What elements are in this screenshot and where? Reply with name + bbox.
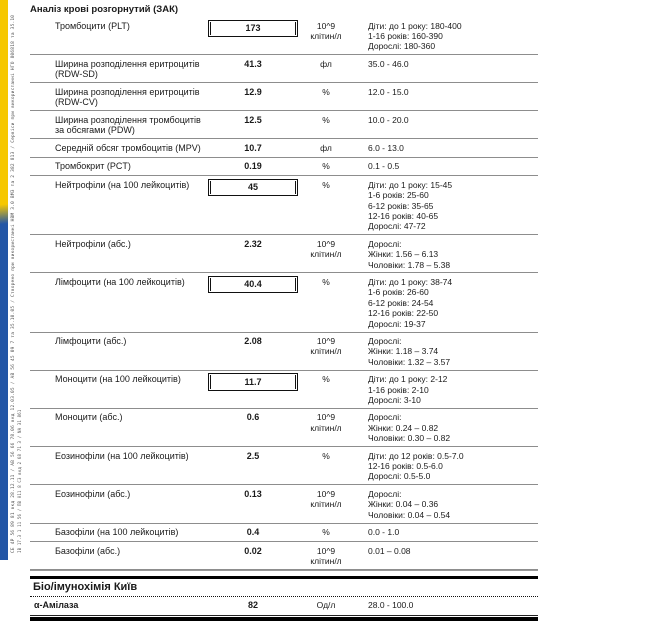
reference-line: 0.1 - 0.5 xyxy=(368,161,400,172)
unit-line: клітин/л xyxy=(310,249,342,260)
parameter-name: Середній обсяг тромбоцитів (MPV) xyxy=(55,142,201,153)
reference-range xyxy=(354,19,538,52)
section-title: Аналіз крові розгорнутий (ЗАК) xyxy=(30,4,179,15)
result-value-box xyxy=(208,20,298,38)
unit-line: % xyxy=(322,161,330,172)
reference-line: Дорослі: 19-37 xyxy=(368,318,426,329)
result-value-box xyxy=(208,373,298,391)
sidebar-vertical-text: СЕ 4Р 56 89 81 вкд 28.12.11 / АВ 56 66 78.06 вкд 12.03.05 / АВ 56 45 09 7 та 35.10.05 / Створено при використанні НВМ 3.0 ВМЗ та 2 382 813 / Сервіси при використанні НГО 806818 та 35.10 xyxy=(11,14,16,553)
unit xyxy=(298,487,354,510)
result-value: 2.32 xyxy=(244,238,262,249)
section xyxy=(30,570,538,621)
result-value-box xyxy=(208,86,298,99)
unit xyxy=(298,57,354,69)
reference-range xyxy=(354,487,538,520)
result-value-cell xyxy=(208,372,298,391)
reference-line: Дорослі: 47-72 xyxy=(368,221,426,232)
parameter-name: Лімфоцити (на 100 лейкоцитів) xyxy=(55,276,185,287)
reference-line: 28.0 - 100.0 xyxy=(368,600,414,611)
reference-line: Діти: до 1 року: 38-74 xyxy=(368,276,453,287)
reference-line: Жінки: 1.18 – 3.74 xyxy=(368,346,439,357)
unit xyxy=(298,141,354,153)
unit xyxy=(298,334,354,357)
unit xyxy=(298,525,354,537)
unit xyxy=(298,544,354,567)
unit xyxy=(298,410,354,433)
reference-line: Діти: до 1 року: 15-45 xyxy=(368,179,453,190)
lab-result-row xyxy=(30,524,538,543)
reference-line: 35.0 - 46.0 xyxy=(368,58,409,69)
result-value: 0.13 xyxy=(244,488,262,499)
result-value-cell xyxy=(208,487,298,501)
result-value: 0.6 xyxy=(246,412,260,423)
lab-result-row xyxy=(30,176,538,235)
lab-result-row xyxy=(30,447,538,485)
reference-line: 1-6 років: 25-60 xyxy=(368,190,429,201)
rows xyxy=(30,17,538,570)
reference-line: 0.0 - 1.0 xyxy=(368,527,400,538)
reference-line: Чоловіки: 1.78 – 5.38 xyxy=(368,259,451,270)
reference-line: Діти: до 12 років: 0.5-7.0 xyxy=(368,450,464,461)
lab-result-row xyxy=(30,542,538,570)
unit-line: фл xyxy=(320,58,332,69)
section xyxy=(30,2,538,570)
unit xyxy=(298,449,354,461)
lab-result-row xyxy=(30,409,538,447)
reference-line: Чоловіки: 0.30 – 0.82 xyxy=(368,433,451,444)
unit xyxy=(298,159,354,171)
parameter-name: Еозинофіли (абс.) xyxy=(55,488,131,499)
reference-line: 0.01 – 0.08 xyxy=(368,545,411,556)
result-value-cell xyxy=(208,525,298,539)
reference-line: 12.0 - 15.0 xyxy=(368,86,409,97)
result-value-cell xyxy=(208,85,298,99)
unit-line: % xyxy=(322,276,330,287)
unit xyxy=(298,372,354,384)
result-value: 173 xyxy=(210,22,296,36)
reference-line: Дорослі: xyxy=(368,336,402,346)
lab-result-row xyxy=(30,597,538,615)
reference-range xyxy=(354,159,538,171)
reference-range xyxy=(354,275,538,329)
reference-line: Жінки: 0.04 – 0.36 xyxy=(368,499,439,510)
reference-line: Чоловіки: 1.32 – 3.57 xyxy=(368,356,451,367)
reference-range xyxy=(354,410,538,443)
unit-line: клітин/л xyxy=(310,30,342,41)
unit-line: 10^9 xyxy=(316,488,336,499)
result-value-cell xyxy=(208,544,298,558)
reference-range xyxy=(354,237,538,270)
parameter-name: Моноцити (на 100 лейкоцитів) xyxy=(55,374,181,385)
unit-line: фл xyxy=(320,142,332,153)
reference-line: 1-6 років: 26-60 xyxy=(368,287,429,298)
result-value-box xyxy=(208,335,298,348)
reference-line: Дорослі: 0.5-5.0 xyxy=(368,471,431,482)
reference-line: Дорослі: xyxy=(368,488,402,499)
result-value-box xyxy=(208,179,298,197)
lab-result-row xyxy=(30,371,538,409)
lab-result-row xyxy=(30,235,538,273)
result-value-box xyxy=(208,114,298,127)
result-value-box xyxy=(208,450,298,463)
parameter-name: Еозинофіли (на 100 лейкоцитів) xyxy=(55,450,189,461)
reference-range xyxy=(354,113,538,125)
result-value-cell xyxy=(208,19,298,38)
lab-result-row xyxy=(30,111,538,139)
unit xyxy=(298,113,354,125)
result-value-box xyxy=(208,599,298,612)
reference-range xyxy=(354,525,538,537)
reference-line: 6-12 років: 35-65 xyxy=(368,200,434,211)
lab-result-row xyxy=(30,333,538,371)
reference-line: Діти: до 1 року: 180-400 xyxy=(368,20,462,31)
reference-line: 1-16 років: 160-390 xyxy=(368,30,443,41)
result-value-cell xyxy=(208,57,298,71)
unit-line: Од/л xyxy=(316,600,336,611)
lab-result-row xyxy=(30,55,538,83)
unit-line: 10^9 xyxy=(316,20,336,31)
parameter-name: Тромбоцити (PLT) xyxy=(55,20,130,31)
result-value: 0.02 xyxy=(244,545,262,556)
unit-line: % xyxy=(322,114,330,125)
reference-line: Чоловіки: 0.04 – 0.54 xyxy=(368,509,451,520)
result-value-cell xyxy=(208,334,298,348)
result-value-cell xyxy=(208,449,298,463)
reference-line: 12-16 років: 22-50 xyxy=(368,308,439,319)
reference-range xyxy=(354,57,538,69)
parameter-name: Ширина розподілення еритроцитів (RDW-CV) xyxy=(55,86,200,108)
result-value-box xyxy=(208,142,298,155)
bottom-heavy-rule xyxy=(30,615,538,621)
reference-line: Жінки: 0.24 – 0.82 xyxy=(368,422,439,433)
result-value: 45 xyxy=(210,181,296,195)
result-value: 12.5 xyxy=(244,114,262,125)
unit-line: клітин/л xyxy=(310,346,342,357)
unit-line: 10^9 xyxy=(316,545,336,556)
parameter-name: Ширина розподілення еритроцитів (RDW-SD) xyxy=(55,58,200,80)
lab-result-row xyxy=(30,17,538,55)
parameter-name: Лімфоцити (абс.) xyxy=(55,336,127,346)
rows xyxy=(30,597,538,615)
reference-range xyxy=(354,372,538,405)
result-value-cell xyxy=(208,410,298,424)
unit-line: % xyxy=(322,374,330,385)
unit-line: 10^9 xyxy=(316,238,336,249)
reference-range xyxy=(354,449,538,482)
reference-range xyxy=(354,85,538,97)
unit xyxy=(298,275,354,287)
reference-line: Дорослі: xyxy=(368,412,402,423)
parameter-name: Ширина розподілення тромбоцитів за обсягами (PDW) xyxy=(55,114,201,136)
section-title: Біо/імунохімія Київ xyxy=(30,579,538,597)
reference-range xyxy=(354,334,538,367)
unit xyxy=(298,178,354,190)
unit-line: % xyxy=(322,86,330,97)
unit xyxy=(298,237,354,260)
result-value-cell xyxy=(208,159,298,173)
report-content xyxy=(30,2,538,621)
section-divider xyxy=(30,570,538,579)
result-value: 82 xyxy=(247,600,258,611)
reference-line: 6-12 років: 24-54 xyxy=(368,297,434,308)
result-value-box xyxy=(208,58,298,71)
result-value: 40.4 xyxy=(210,278,296,292)
result-value-box xyxy=(208,545,298,558)
lab-result-row xyxy=(30,139,538,158)
unit-line: % xyxy=(322,179,330,190)
lab-result-row xyxy=(30,485,538,523)
reference-line: Діти: до 1 року: 2-12 xyxy=(368,374,448,385)
parameter-name: Базофіли (на 100 лейкоцитів) xyxy=(55,527,179,538)
result-value-box xyxy=(208,526,298,539)
result-value: 11.7 xyxy=(210,375,296,389)
reference-line: Дорослі: xyxy=(368,238,402,249)
result-value-cell xyxy=(208,113,298,127)
reference-line: Дорослі: 3-10 xyxy=(368,395,421,406)
parameter-name: Базофіли (абс.) xyxy=(55,545,121,556)
reference-range xyxy=(354,544,538,556)
unit xyxy=(298,598,354,610)
unit-line: 10^9 xyxy=(316,412,336,423)
lab-result-row xyxy=(30,158,538,177)
reference-line: 10.0 - 20.0 xyxy=(368,114,409,125)
parameter-name: α-Амілаза xyxy=(34,600,79,611)
result-value-box xyxy=(208,488,298,501)
result-value-cell xyxy=(208,178,298,197)
result-value-box xyxy=(208,238,298,251)
unit-line: % xyxy=(322,450,330,461)
result-value-box xyxy=(208,411,298,424)
unit-line: клітин/л xyxy=(310,556,342,566)
result-value-cell xyxy=(208,598,298,612)
result-value: 10.7 xyxy=(244,142,262,153)
parameter-name: Нейтрофіли (на 100 лейкоцитів) xyxy=(55,179,190,190)
reference-range xyxy=(354,178,538,232)
reference-line: 1-16 років: 2-10 xyxy=(368,384,429,395)
sections-container xyxy=(30,2,538,621)
result-value: 2.5 xyxy=(246,450,260,461)
unit-line: клітин/л xyxy=(310,422,342,433)
result-value-box xyxy=(208,160,298,173)
result-value: 0.19 xyxy=(244,161,262,172)
result-value-cell xyxy=(208,141,298,155)
reference-line: Жінки: 1.56 – 6.13 xyxy=(368,249,439,260)
parameter-name: Тромбокрит (PCT) xyxy=(55,161,131,172)
result-value-cell xyxy=(208,237,298,251)
unit xyxy=(298,85,354,97)
reference-range xyxy=(354,598,538,610)
sidebar-vertical-text-2: ІВ 17.3 1 11 56 / ПВ 011 8 СЗ вкд 2 68 71 3 / NА 31 861 xyxy=(17,409,22,553)
unit-line: % xyxy=(322,527,330,538)
parameter-name: Нейтрофіли (абс.) xyxy=(55,238,131,249)
flag-stripe xyxy=(0,0,8,560)
result-value-cell xyxy=(208,275,298,294)
unit-line: клітин/л xyxy=(310,499,342,510)
reference-range xyxy=(354,141,538,153)
reference-line: 12-16 років: 0.5-6.0 xyxy=(368,461,443,472)
lab-result-row xyxy=(30,273,538,332)
reference-line: 6.0 - 13.0 xyxy=(368,142,404,153)
result-value: 2.08 xyxy=(244,336,262,346)
result-value-box xyxy=(208,276,298,294)
lab-result-row xyxy=(30,83,538,111)
result-value: 12.9 xyxy=(244,86,262,97)
reference-line: 12-16 років: 40-65 xyxy=(368,210,439,221)
result-value: 41.3 xyxy=(244,58,262,69)
result-value: 0.4 xyxy=(246,527,260,538)
reference-line: Дорослі: 180-360 xyxy=(368,41,436,52)
unit-line: 10^9 xyxy=(316,336,336,346)
unit xyxy=(298,19,354,42)
parameter-name: Моноцити (абс.) xyxy=(55,412,123,423)
